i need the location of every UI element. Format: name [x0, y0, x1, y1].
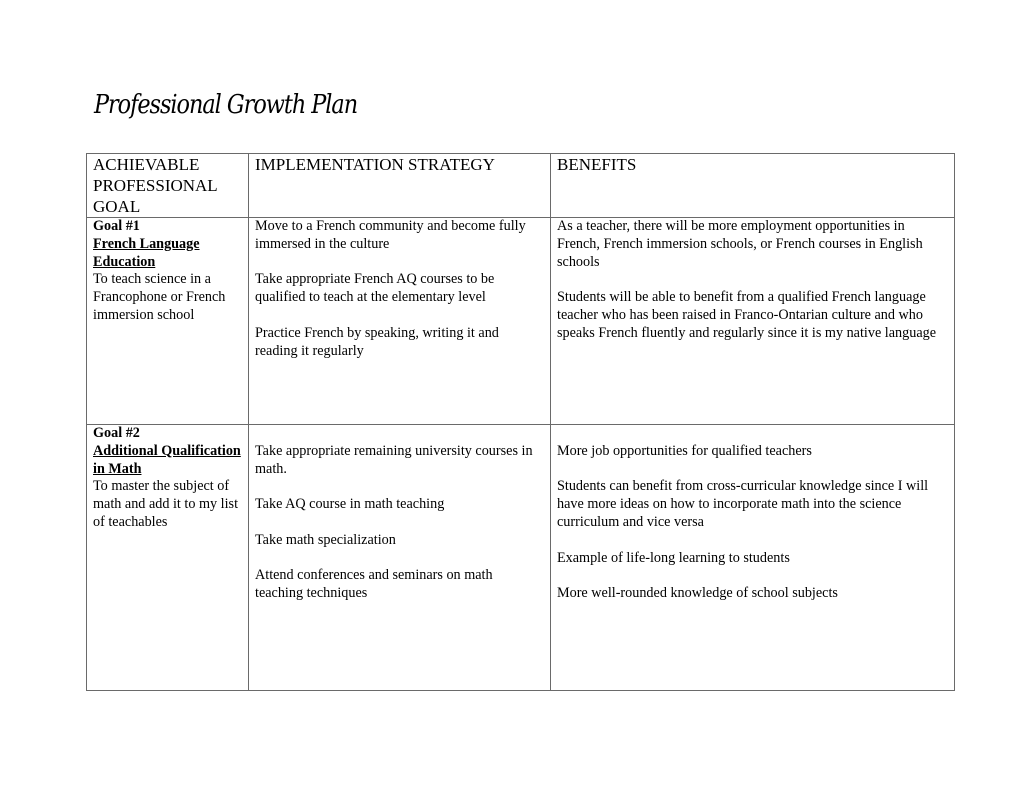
strategy-item: Take math specialization: [255, 531, 396, 548]
benefit-item: Students will be able to benefit from a qualified French language teacher who has been raised in Franco-Ontarian culture and who speaks French fluently and regularly since it is my native language: [557, 289, 937, 341]
benefits-cell: [551, 425, 955, 691]
header-strategy: IMPLEMENTATION STRATEGY: [249, 154, 551, 218]
strategy-item: Move to a French community and become fully immersed in the culture: [255, 218, 526, 252]
header-goal: ACHIEVABLE PROFESSIONAL GOAL: [87, 154, 249, 218]
goal-number: Goal #2: [93, 425, 140, 441]
header-benefits: BENEFITS: [551, 154, 955, 218]
goal-cell: [87, 425, 249, 691]
growth-plan-table: [86, 153, 955, 691]
goal-description: To master the subject of math and add it to my list of teachables: [93, 478, 239, 530]
table-row: [87, 425, 955, 691]
strategy-item: Practice French by speaking, writing it and reading it regularly: [255, 324, 499, 359]
goal-name: Additional Qualification in Math: [93, 442, 241, 477]
strategy-cell: [249, 425, 551, 691]
benefit-item: As a teacher, there will be more employment opportunities in French, French immersion schools, or French courses in English schools: [557, 218, 923, 270]
strategy-item: Take appropriate remaining university courses in math.: [255, 442, 533, 477]
table-row: [87, 218, 955, 425]
benefit-item: More well-rounded knowledge of school subjects: [557, 585, 838, 602]
goal-description: To teach science in a Francophone or French immersion school: [93, 271, 226, 323]
page-title: Professional Growth Plan: [94, 90, 358, 120]
goal-name: French Language Education: [93, 235, 200, 270]
goal-cell: [87, 218, 249, 425]
table-header-row: [87, 154, 955, 218]
benefits-cell: [551, 218, 955, 425]
strategy-item: Take appropriate French AQ courses to be qualified to teach at the elementary level: [255, 271, 495, 306]
benefit-item: Students can benefit from cross-curricular knowledge since I will have more ideas on how to incorporate math into the science curriculum and vice versa: [557, 478, 929, 530]
strategy-cell: [249, 218, 551, 425]
goal-number: Goal #1: [93, 218, 140, 234]
benefit-item: More job opportunities for qualified teachers: [557, 442, 812, 459]
strategy-item: Take AQ course in math teaching: [255, 496, 445, 513]
benefit-item: Example of life-long learning to students: [557, 549, 790, 566]
strategy-item: Attend conferences and seminars on math teaching techniques: [255, 567, 493, 602]
